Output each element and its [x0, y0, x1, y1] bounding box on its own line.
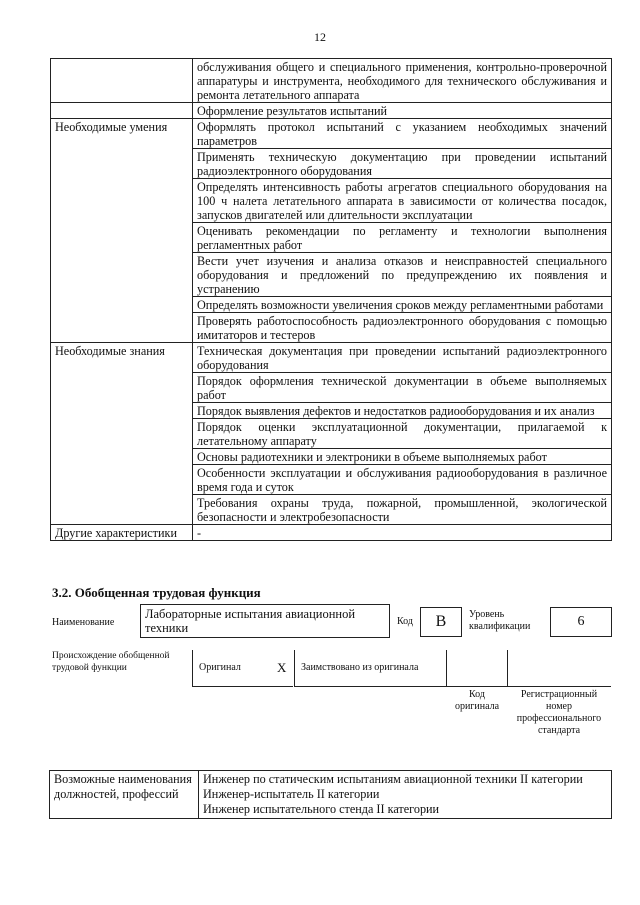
name-value: Лабораторные испытания авиационной техники: [145, 607, 356, 635]
other-label: Другие характеристики: [51, 525, 193, 541]
skill-item: Оценивать рекомендации по регламенту и технологии выполнения регламентных работ: [193, 223, 612, 253]
positions-list: [199, 771, 612, 819]
code-original-cell: [446, 650, 508, 687]
name-box: [140, 604, 390, 638]
skill-item: Применять техническую документацию при проведении испытаний радиоэлектронного оборудования: [193, 149, 612, 179]
knowledge-item: Особенности эксплуатации и обслуживания радиооборудования в различное время года и суток: [193, 465, 612, 495]
skills-knowledge-table: [50, 58, 612, 541]
other-value: -: [193, 525, 612, 541]
skill-item: Проверять работоспособность радиоэлектронного оборудования с помощью имитаторов и тестеров: [193, 313, 612, 343]
skill-item: Определять возможности увеличения сроков между регламентными работами: [193, 297, 612, 313]
skill-item: Оформлять протокол испытаний с указанием необходимых значений параметров: [193, 119, 612, 149]
borrowed-label: Заимствовано из оригинала: [301, 662, 419, 673]
code-label: Код: [397, 616, 413, 627]
knowledge-item: Требования охраны труда, пожарной, промышленной, экологической безопасности и электробезопасности: [193, 495, 612, 525]
reg-number-cell: [507, 650, 611, 687]
skill-item: Определять интенсивность работы агрегатов специального оборудования на 100 ч налета летательного аппарата в зависимости от количества посадок, запусков двигателей или длительности эксплуатации: [193, 179, 612, 223]
knowledge-item: Техническая документация при проведении испытаний радиоэлектронного оборудования: [193, 343, 612, 373]
table-row: [51, 525, 612, 541]
level-label: Уровень квалификации: [469, 609, 531, 632]
name-label: Наименование: [52, 617, 115, 628]
borrowed-cell: [294, 650, 447, 687]
table-row: [51, 119, 612, 149]
knowledge-item: Порядок оценки эксплуатационной документации, прилагаемой к летательному аппарату: [193, 419, 612, 449]
original-cell: [192, 650, 293, 687]
row-label-empty: [51, 59, 193, 103]
origin-label: Происхождение обобщенной трудовой функции: [52, 651, 170, 673]
original-label: Оригинал: [199, 662, 241, 673]
section-heading: 3.2. Обобщенная трудовая функция: [52, 585, 261, 600]
positions-label: Возможные наименования должностей, профессий: [50, 771, 199, 819]
code-original-caption: Код оригинала: [454, 689, 500, 712]
table-row: [51, 343, 612, 373]
reg-number-caption: Регистрационный номер профессионального стандарта: [516, 689, 602, 736]
position-item: Инженер по статическим испытаниям авиационной техники II категории: [203, 772, 583, 786]
code-value: B: [420, 607, 462, 637]
level-value: 6: [550, 607, 612, 637]
original-mark: X: [277, 660, 287, 675]
skills-label: Необходимые умения: [51, 119, 193, 343]
knowledge-item: Порядок выявления дефектов и недостатков радиооборудования и их анализ: [193, 403, 612, 419]
row-label-empty: [51, 103, 193, 119]
skill-item: Вести учет изучения и анализа отказов и неисправностей специального оборудования и предложений по предупреждению их появления и устранению: [193, 253, 612, 297]
position-item: Инженер испытательного стенда II категории: [203, 802, 440, 816]
position-item: Инженер-испытатель II категории: [203, 787, 380, 801]
table-row: [50, 771, 612, 819]
knowledge-item: Порядок оформления технической документации в объеме выполняемых работ: [193, 373, 612, 403]
row-text: обслуживания общего и специального применения, контрольно-проверочной аппаратуры и инструмента, необходимого для технического обслуживания и ремонта летательного аппарата: [193, 59, 612, 103]
positions-table: [49, 770, 612, 819]
page-number: 12: [314, 30, 326, 44]
table-row: [51, 59, 612, 103]
row-text: Оформление результатов испытаний: [193, 103, 612, 119]
knowledge-item: Основы радиотехники и электроники в объеме выполняемых работ: [193, 449, 612, 465]
table-row: [51, 103, 612, 119]
knowledge-label: Необходимые знания: [51, 343, 193, 525]
